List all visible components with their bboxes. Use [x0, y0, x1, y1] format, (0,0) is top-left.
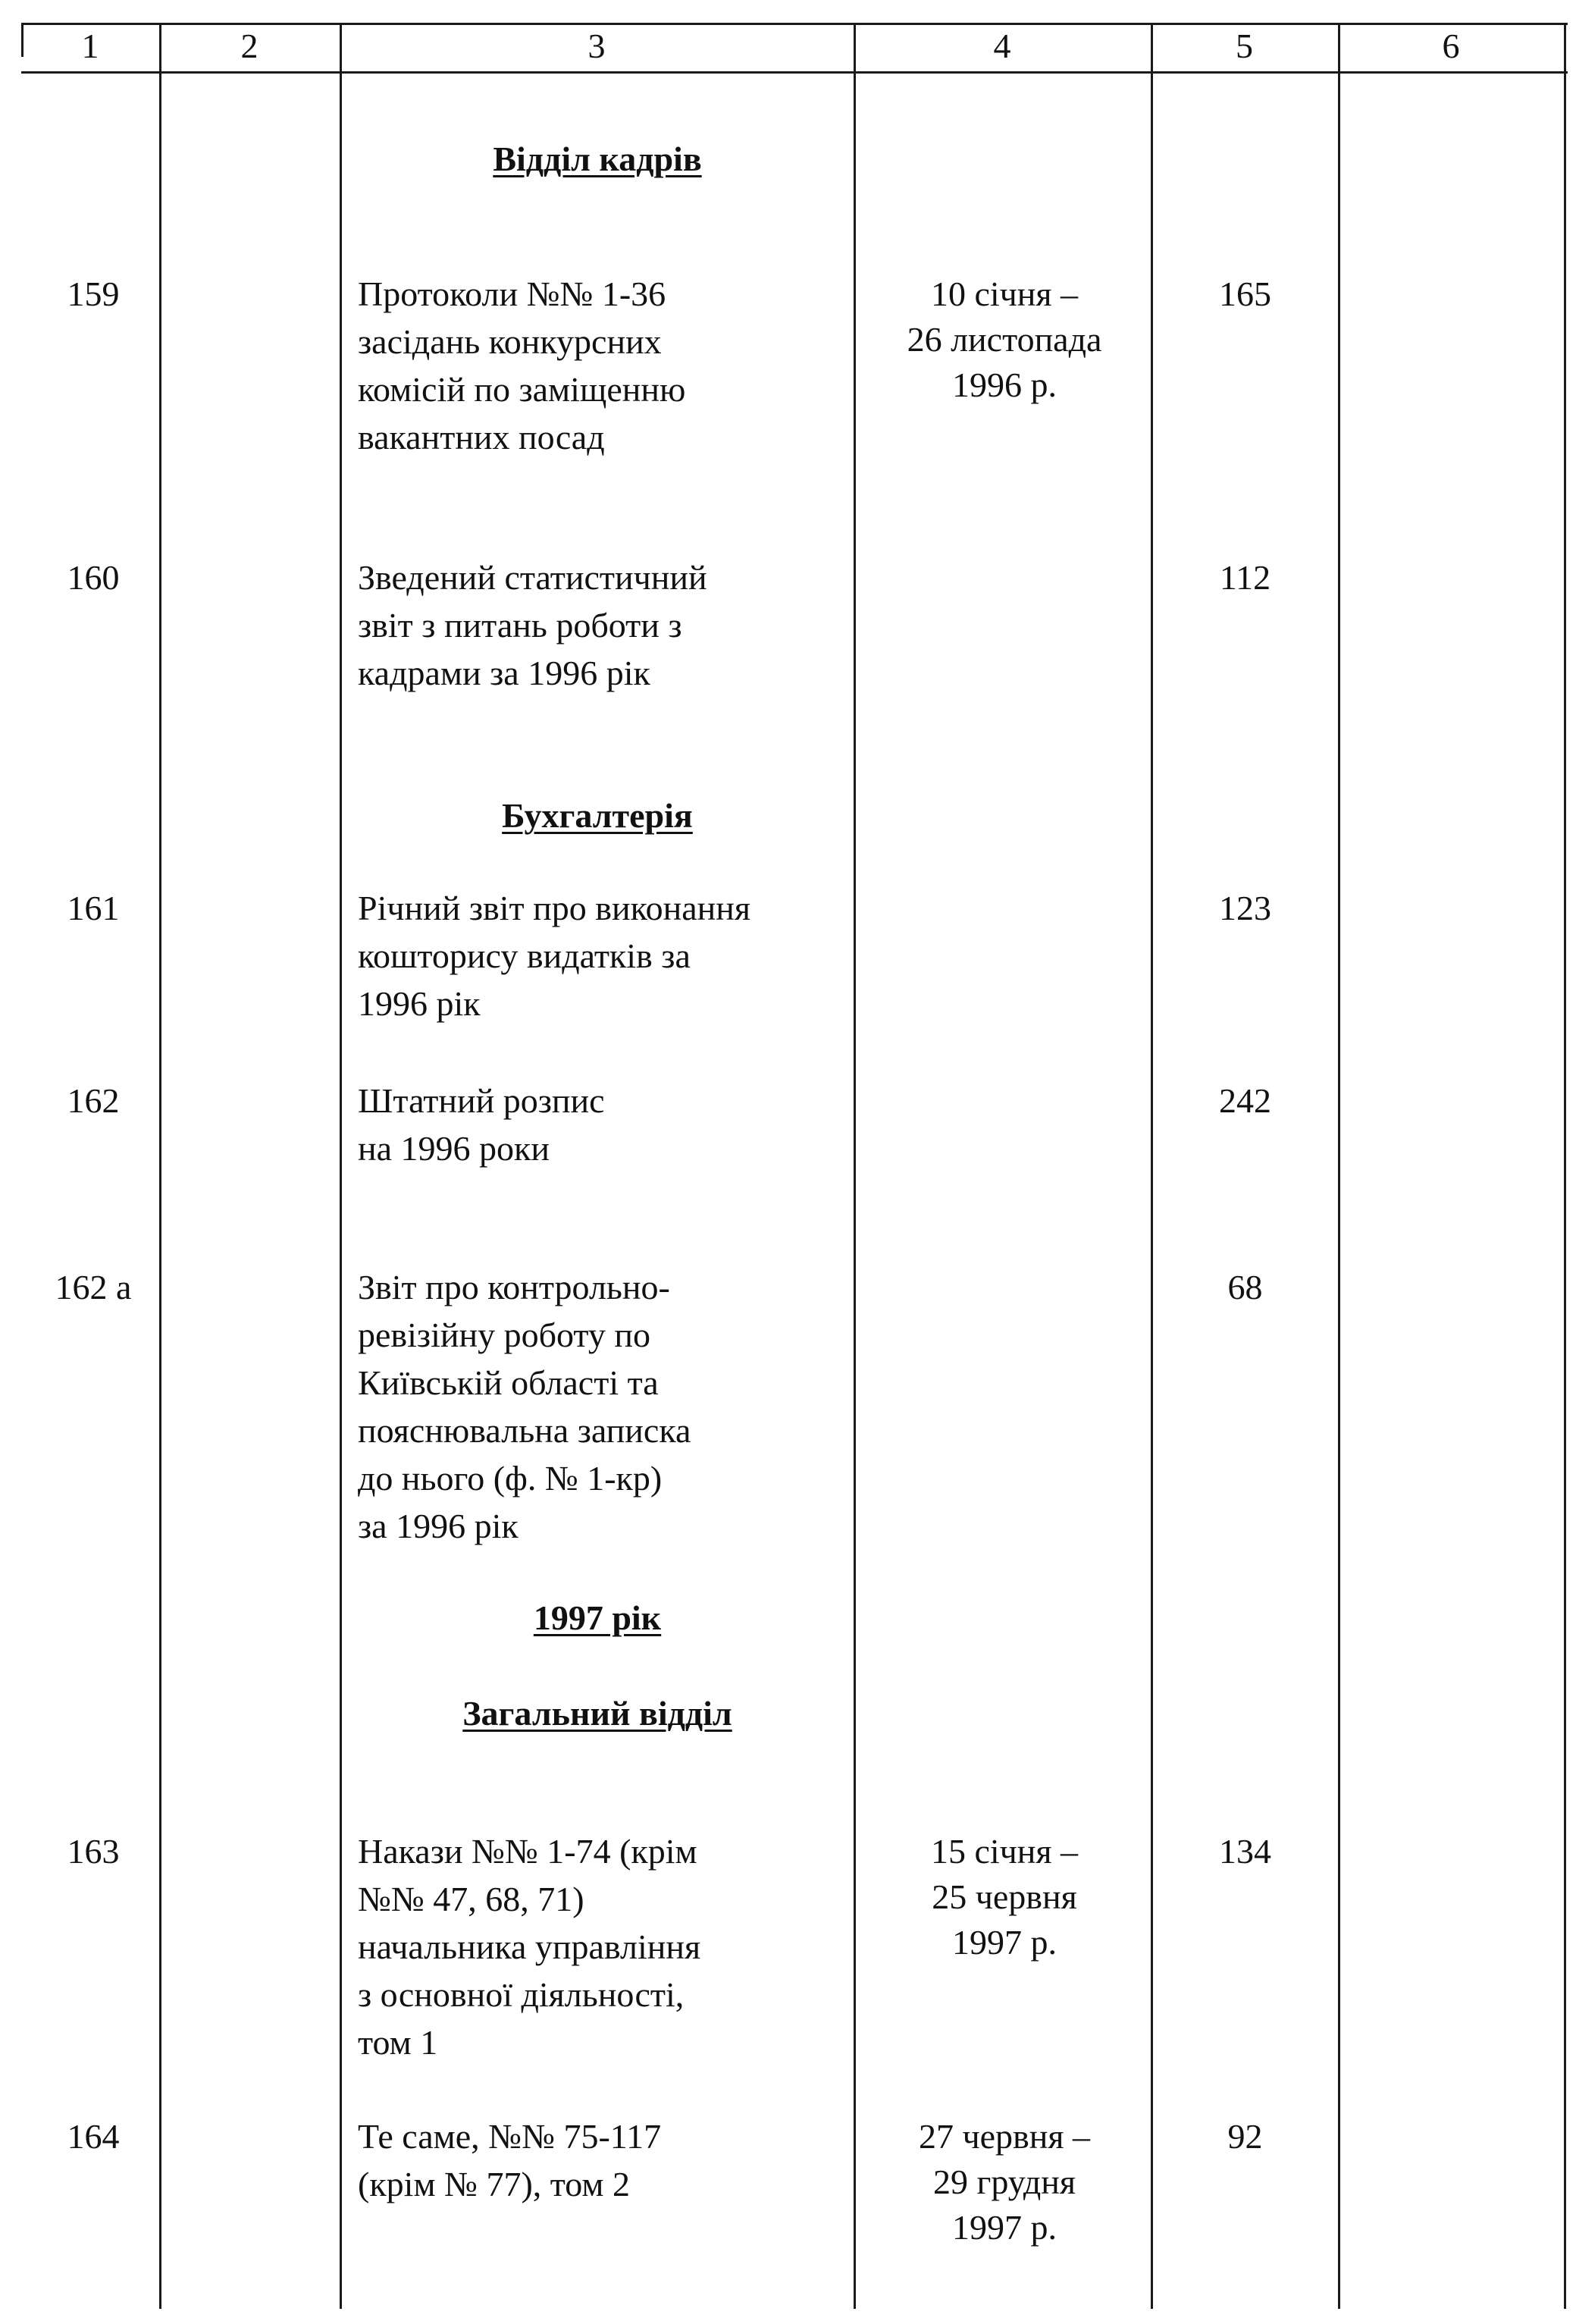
- row-162-number: 162: [67, 1081, 120, 1120]
- row-159-date-line: 1996 р.: [952, 365, 1057, 404]
- row-162-title-line: Штатний розпис: [358, 1081, 605, 1120]
- row-160-sheets: 112: [1219, 558, 1271, 597]
- row-163-title: [358, 1827, 843, 2066]
- row-164-date: [857, 2114, 1152, 2250]
- row-162a-title-line: до нього (ф. № 1-кр): [358, 1459, 663, 1498]
- section-heading-year-1997: 1997 рік: [533, 1598, 662, 1637]
- row-160-title: [358, 554, 843, 697]
- row-159-number: 159: [67, 274, 120, 313]
- row-159-date: [857, 271, 1152, 408]
- row-161-title-line: 1996 рік: [358, 984, 481, 1023]
- row-164-title-line: Те саме, №№ 75-117: [358, 2117, 662, 2156]
- column-header-5: 5: [1236, 27, 1253, 65]
- row-164-date-line: 29 грудня: [932, 2162, 1076, 2201]
- column-header-6: 6: [1442, 27, 1460, 65]
- row-164-title-line: (крім № 77), том 2: [358, 2165, 630, 2203]
- column-border-1-2: [159, 23, 161, 2309]
- table-top-border: [21, 23, 1568, 25]
- row-159-date-line: 26 листопада: [907, 320, 1102, 359]
- header-bottom-border: [21, 71, 1568, 74]
- row-160-title-line: звіт з питань роботи з: [358, 606, 682, 645]
- column-border-2-3: [340, 23, 342, 2309]
- row-159-title-line: вакантних посад: [358, 418, 605, 456]
- row-164-sheets: 92: [1227, 2117, 1263, 2156]
- row-160-title-line: Зведений статистичний: [358, 558, 707, 597]
- row-159-title-line: Протоколи №№ 1-36: [358, 274, 666, 313]
- row-162a-title-line: Київській області та: [358, 1363, 659, 1402]
- row-161-title: [358, 884, 843, 1027]
- row-160-title-line: кадрами за 1996 рік: [358, 654, 650, 692]
- row-163-title-line: том 1: [358, 2023, 438, 2062]
- row-162a-title-line: Звіт про контрольно-: [358, 1268, 670, 1306]
- row-163-title-line: Накази №№ 1-74 (крім: [358, 1832, 697, 1871]
- row-160-number: 160: [67, 558, 120, 597]
- row-162a-title-line: пояснювальна записка: [358, 1411, 691, 1450]
- row-163-date: [857, 1829, 1152, 1965]
- row-161-sheets: 123: [1219, 889, 1271, 927]
- row-163-title-line: начальника управління: [358, 1927, 701, 1966]
- row-164-date-line: 1997 р.: [952, 2208, 1057, 2247]
- row-162-title: [358, 1077, 843, 1172]
- row-161-title-line: Річний звіт про виконання: [358, 889, 751, 927]
- row-164-number: 164: [67, 2117, 120, 2156]
- row-159-date-line: 10 січня –: [930, 274, 1079, 313]
- row-163-date-line: 25 червня: [932, 1877, 1077, 1916]
- row-162a-sheets: 68: [1227, 1268, 1263, 1306]
- row-163-title-line: з основної діяльності,: [358, 1975, 685, 2014]
- section-heading-general: Загальний відділ: [462, 1694, 732, 1733]
- row-164-date-line: 27 червня –: [918, 2117, 1091, 2156]
- row-162a-number: 162 а: [55, 1268, 132, 1306]
- row-159-title: [358, 270, 843, 461]
- row-159-title-line: комісій по заміщенню: [358, 370, 686, 409]
- column-border-3-4: [854, 23, 856, 2309]
- row-163-number: 163: [67, 1832, 120, 1871]
- row-162a-title: [358, 1263, 843, 1550]
- column-header-2: 2: [240, 27, 258, 65]
- column-border-5-6: [1338, 23, 1340, 2309]
- row-161-title-line: кошторису видатків за: [358, 936, 691, 975]
- row-162-sheets: 242: [1219, 1081, 1271, 1120]
- row-162-title-line: на 1996 роки: [358, 1129, 550, 1168]
- section-heading-accounting: Бухгалтерія: [502, 796, 693, 835]
- row-161-number: 161: [67, 889, 120, 927]
- column-border-right: [1564, 23, 1566, 2309]
- row-163-title-line: №№ 47, 68, 71): [358, 1880, 584, 1918]
- row-159-title-line: засідань конкурсних: [358, 322, 662, 361]
- row-159-sheets: 165: [1219, 274, 1271, 313]
- row-163-date-line: 15 січня –: [930, 1832, 1079, 1871]
- row-162a-title-line: ревізійну роботу по: [358, 1316, 651, 1354]
- row-163-sheets: 134: [1219, 1832, 1271, 1871]
- row-164-title: [358, 2112, 843, 2208]
- section-heading-personnel: Відділ кадрів: [493, 140, 702, 178]
- row-163-date-line: 1997 р.: [952, 1923, 1057, 1962]
- column-header-1: 1: [81, 27, 99, 65]
- column-header-4: 4: [993, 27, 1011, 65]
- row-162a-title-line: за 1996 рік: [358, 1507, 519, 1545]
- column-header-3: 3: [587, 27, 606, 65]
